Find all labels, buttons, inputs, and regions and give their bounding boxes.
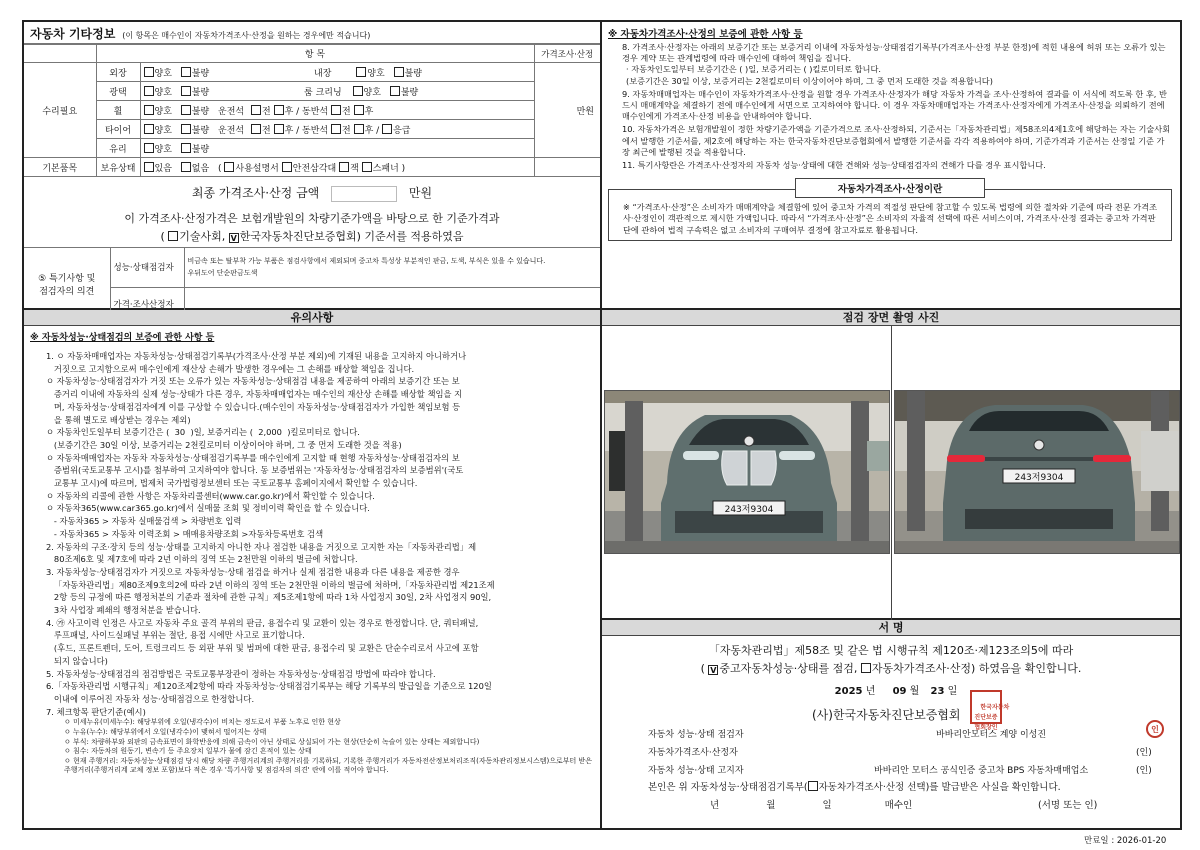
notice-line: 2항 등의 규정에 따른 행정처분의 기준과 절차에 관한 규칙」제5조제1항에 따라 1차 사업정지 30일, 2차 사업정지 90일, xyxy=(46,592,492,603)
guarantee-item8: 8. 가격조사·산정자는 아래의 보증기간 또는 보증거리 이내에 자동차성능·상태점검기록부(가격조사·산정 부분 한정)에 적힌 내용에 허위 또는 오류가 있는 경우 계약 또는 관계법령에 따라 매수인에 대하여 책임을 집니다. · 자동차인도일부터 보증기간은 ( )일, 보증거리는 ( )킬로미터로 합니다. (보증기간은 30일 이상, 보증거리는 2천킬로미터 이상이어야 하며, 그 중 먼저 도래한 것을 적용합니다) xyxy=(622,42,1166,86)
row-exterior-label: 외장 xyxy=(96,63,140,82)
notice-line: ㅇ 자동차의 리콜에 관한 사항은 자동차리콜센터(www.car.go.kr)에서 확인할 수 있습니다. xyxy=(46,490,375,501)
tire-pass-front-checkbox[interactable] xyxy=(331,124,341,134)
photo-divider xyxy=(891,326,892,620)
notice-line: 5. 자동차성능·상태점검의 점검방법은 국토교통부장관이 정하는 자동차성능·상태점검 방법에 따라야 합니다. xyxy=(46,668,436,679)
repair-price-unit: 만원 xyxy=(534,63,600,158)
other-info-section xyxy=(22,20,602,310)
notice-line: 7. 체크항목 판단기준(예시) xyxy=(46,706,146,717)
notice-line: ㅇ 자동차매매업자는 자동차 자동차성능·상태점검기록부를 매수인에게 고지할 때 현행 자동차성능·상태점검자의 보 xyxy=(46,452,460,463)
notice-line: 며, 자동차성능·상태점검자에게 이를 구상할 수 있습니다.(매수인이 자동차성능·상태점검자가 가입한 책임보험 등 xyxy=(46,401,461,412)
row-exterior: 양호 불량 내장 양호 불량 xyxy=(140,63,534,82)
jack-checkbox[interactable] xyxy=(339,162,349,172)
notice-section xyxy=(22,310,602,830)
final-price-label: 최종 가격조사·산정 금액 xyxy=(191,186,320,200)
other-info-note: (이 항목은 매수인이 자동차가격조사·산정을 원하는 경우에만 적습니다) xyxy=(122,31,371,40)
col-price-header: 가격조사·산정 xyxy=(534,45,600,63)
front-photo xyxy=(604,390,890,554)
notice-line: 을 통해 별도로 배상받는 경우는 제외) xyxy=(46,414,191,425)
law-line: 「자동차관리법」제58조 및 같은 법 시행규칙 제120조·제123조의5에 따라 xyxy=(708,644,1074,657)
definition-box-title: 자동차가격조사·산정이란 xyxy=(795,178,985,198)
signature-header: 서 명 xyxy=(602,620,1180,636)
definition-box-text: ※ “가격조사·산정”은 소비자가 매매계약을 체결함에 있어 중고차 가격의 적절성 판단에 참고할 수 있도록 법령에 의한 절차와 기준에 따라 전문 가격조사·산정인이 객관적으로 제시한 가액입니다. 따라서 “가격조사·산정”은 소비자의 자율적 선택에 따른 서비스이며, 가격조사·산정 결과는 중고차 가격판단에 관하여 법적 구속력은 없고 소비자의 구매여부 결정에 참고자료로 활용됩니다. xyxy=(608,189,1172,241)
repair-label: 수리필요 xyxy=(24,63,96,158)
notice-line: 2. 자동차의 구조·장치 등의 성능·상태를 고지하지 아니한 자나 점검한 내용을 거짓으로 고지한 자는「자동차관리법」제 xyxy=(46,541,477,552)
gloss-bad-checkbox[interactable] xyxy=(181,86,191,96)
row-gloss: 양호 불량 룸 크리닝 양호 불량 xyxy=(140,82,534,101)
final-price-row xyxy=(24,184,600,202)
perf-checker-sign-row: 자동차 성능·상태 점검자 바바리안모터스 계양 이성진 xyxy=(648,730,1047,740)
notice-line: 되지 않습니다) xyxy=(46,655,108,666)
glass-bad-checkbox[interactable] xyxy=(181,143,191,153)
glass-good-checkbox[interactable] xyxy=(144,143,154,153)
gloss-good-checkbox[interactable] xyxy=(144,86,154,96)
buyer-confirm-line: 본인은 위 자동차성능·상태점검기록부( 자동차가격조사·산정 선택)를 발급받은 사실을 확인합니다. xyxy=(648,782,1061,793)
front-plate: 243저9304 xyxy=(724,505,774,515)
criteria-item: ㅇ 침수: 자동차의 원동기, 변속기 등 주요장치 일부가 물에 잠긴 흔적이 있는 상태 xyxy=(64,747,312,756)
photos-header: 점검 장면 촬영 사진 xyxy=(602,310,1180,326)
guarantee-item11: 11. 특기사항란은 가격조사·산정자의 자동차 성능·상태에 대한 견해와 성능·상태점검자의 견해가 다를 경우 표시합니다. xyxy=(622,160,1046,171)
notice-line: 3차 사업장 폐쇄의 행정처분을 받습니다. xyxy=(46,605,201,616)
tire-pass-rear-checkbox[interactable] xyxy=(354,124,364,134)
final-price-unit: 만원 xyxy=(408,186,433,200)
row-tire-label: 타이어 xyxy=(96,120,140,139)
triangle-checkbox[interactable] xyxy=(282,162,292,172)
basis-options: ( 기술사회, V 한국자동차진단보증협회) 기준서를 적용하였음 xyxy=(24,228,600,244)
signature-section xyxy=(602,620,1182,830)
notifier-sign-row: 자동차 성능·상태 고지자 바바리안 모터스 공식인증 중고차 BPS 자동차매매업소 (인) xyxy=(648,766,1152,776)
notice-body xyxy=(30,350,594,718)
association-name: (사)한국자동차진단보증협회 xyxy=(812,708,961,722)
notice-line: (후드, 프론트펜더, 도어, 트렁크리드 등 외판 부위 및 범퍼에 대한 판금, 용접수리 및 교환은 단순수리로서 사고에 포함 xyxy=(46,643,479,654)
notice-line: ㅇ 자동차인도일부터 보증기간은 ( 30 )일, 보증거리는 ( 2,000 )킬로미터로 합니다. xyxy=(46,427,360,438)
notice-line: 거짓으로 고지함으로써 매수인에게 재산상 손해가 발생한 경우에는 그 손해를 배상할 책임을 집니다. xyxy=(46,363,415,374)
tire-driver-front-checkbox[interactable] xyxy=(251,124,261,134)
confirm-line: ( V중고자동차성능·상태를 점검, 자동차가격조사·산정) 하였음을 확인합니다. xyxy=(602,660,1180,676)
basic-label: 기본품목 xyxy=(24,158,96,177)
notice-subtitle: ※ 자동차성능·상태점검의 보증에 관한 사항 등 xyxy=(30,333,215,343)
wheel-pass-rear-checkbox[interactable] xyxy=(354,105,364,115)
photos-section xyxy=(602,310,1182,620)
other-info-table xyxy=(24,44,600,177)
rear-photo xyxy=(894,390,1180,554)
other-info-header xyxy=(24,22,600,44)
wheel-driver-rear-checkbox[interactable] xyxy=(274,105,284,115)
room-good-checkbox[interactable] xyxy=(353,86,363,96)
spanner-checkbox[interactable] xyxy=(362,162,372,172)
guarantee-title: ※ 자동차가격조사·산정의 보증에 관한 사항 등 xyxy=(608,29,803,40)
notice-line: 교통부 고시)에 따르며, 법제처 국가법령정보센터 또는 국토교통부 홈페이지에서 확인할 수 있습니다. xyxy=(46,478,418,489)
basis-kadg-checkbox[interactable] xyxy=(229,233,239,243)
wheel-good-checkbox[interactable] xyxy=(144,105,154,115)
notice-line: - 자동차365 > 자동차 이력조회 > 매매용차량조회 >자동차등록번호 검색 xyxy=(46,528,324,539)
notice-header: 유의사항 xyxy=(24,310,600,326)
notice-line: 증범위(국토교통부 고시)를 첨부하여 고지하여야 합니다. 동 보증범위는 '자동차성능·상태점검자의 보증범위'(국토 xyxy=(46,465,464,476)
price-checker-sign-row: 자동차가격조사·산정자 (인) xyxy=(648,748,1152,758)
confirm-perf-checkbox[interactable] xyxy=(708,665,718,675)
notice-line: ㅇ 자동차성능·상태점검자가 거짓 또는 오류가 있는 자동차성능·상태점검 내용을 제공하여 아래의 보증기간 또는 보 xyxy=(46,376,460,387)
price-checker-label: 가격·조사산정자 xyxy=(110,287,184,321)
exterior-bad-checkbox[interactable] xyxy=(181,67,191,77)
final-price-input[interactable] xyxy=(331,186,397,202)
wheel-bad-checkbox[interactable] xyxy=(181,105,191,115)
tire-driver-rear-checkbox[interactable] xyxy=(274,124,284,134)
room-bad-checkbox[interactable] xyxy=(390,86,400,96)
perf-checker-comment: 비금속 또는 탈부착 가능 부품은 점검사항에서 제외되며 중고차 특성상 부분적인 판금, 도색, 부식은 있을 수 있습니다. 우뒤도어 단순판금도색 xyxy=(184,247,600,287)
wheel-pass-front-checkbox[interactable] xyxy=(331,105,341,115)
row-possession: 있음 없음 ( 사용설명서 안전삼각대 잭 스패너 ) xyxy=(140,158,534,177)
col-item-header: 항 목 xyxy=(96,45,534,63)
row-glass: 양호 불량 xyxy=(140,139,534,158)
wheel-driver-front-checkbox[interactable] xyxy=(251,105,261,115)
manual-checkbox[interactable] xyxy=(224,162,234,172)
basis-tech-checkbox[interactable] xyxy=(168,231,178,241)
tire-bad-checkbox[interactable] xyxy=(181,124,191,134)
guarantee-item9: 9. 자동차매매업자는 매수인이 자동차가격조사·산정을 원할 경우 가격조사·산정자가 해당 자동차 가격을 조사·산정하여 결과를 이 서식에 적도록 한 후, 반드시 매매계약을 체결하기 전에 매수인에게 서면으로 고지하여야 합니다. 이 경우 자동차매매업자는 가격조사·산정자에게 가격조사·산정을 의뢰하기 전에 매수인에게 가격조사·산정 비용을 안내하여야 합니다. xyxy=(622,88,1167,122)
notice-line: 루프패널, 사이드실패널 부위는 절단, 용접 시에만 사고로 표기합니다. xyxy=(46,630,305,641)
rear-plate: 243저9304 xyxy=(1014,473,1064,483)
row-tire: 양호 불량 운전석 전 후 / 동반석 전 후 / 응급 xyxy=(140,120,534,139)
notice-line: 이내에 이루어진 자동차 성능·상태점검으로 한정합니다. xyxy=(46,693,255,704)
notice-line: ㅇ 자동차365(www.car365.go.kr)에서 실매물 조회 및 정비이력 확인을 할 수 있습니다. xyxy=(46,503,370,514)
special-label: ⑤ 특기사항 및 점검자의 의견 xyxy=(24,247,110,321)
notice-line: - 자동차365 > 자동차 실매물검색 > 차량번호 입력 xyxy=(46,516,242,527)
guarantee-section xyxy=(602,20,1182,310)
notice-line: 3. 자동차성능·상태점검자가 거짓으로 자동차성능·상태 점검을 하거나 실제 점검한 내용과 다른 내용을 제공한 경우 xyxy=(46,566,460,577)
perf-checker-label: 성능·상태점검자 xyxy=(110,247,184,287)
notice-line: 「자동차관리법」제80조제9호의2에 따라 2년 이하의 징역 또는 2천만원 이하의 벌금에 처하며,「자동차관리법 제21조제 xyxy=(46,579,495,590)
notice-line: (보증기간은 30일 이상, 보증거리는 2천킬로미터 이상이어야 하며, 그 중 먼저 도래한 것을 적용) xyxy=(46,439,402,450)
notice-line: 80조제6호 및 제7호에 따라 2년 이하의 징역 또는 2천만원 이하의 벌금에 처합니다. xyxy=(46,554,358,565)
notice-line: 4. ㉮ 사고이력 인정은 사고로 자동차 주요 골격 부위의 판금, 용접수리 및 교환이 있는 경우로 한정합니다. 단, 쿼터패널, xyxy=(46,617,479,628)
confirm-price-checkbox[interactable] xyxy=(861,663,871,673)
association-stamp: 한국자동차 진단보증 협회장인 xyxy=(970,690,1002,724)
basis-line: 이 가격조사·산정가격은 보험개발원의 차량기준가액을 바탕으로 한 기준가격과 xyxy=(124,211,500,225)
exterior-good-checkbox[interactable] xyxy=(144,67,154,77)
room-clean-label: 룸 크리닝 xyxy=(304,87,342,98)
tire-good-checkbox[interactable] xyxy=(144,124,154,134)
buyer-price-checkbox[interactable] xyxy=(808,781,818,791)
sign-date: 2025 년 09 월 23 일 xyxy=(834,686,958,697)
notice-line: 6.「자동차관리법 시행규칙」제120조제2항에 따라 자동차성능·상태점검기록부는 해당 기록부의 발급일을 기준으로 120일 xyxy=(46,681,492,692)
perf-checker-seal: 인 xyxy=(1146,720,1164,738)
row-wheel: 양호 불량 운전석 전 후 / 동반석 전 후 xyxy=(140,101,534,120)
notice-line: 증거리 이내에 자동차의 실제 성능·상태가 다른 경우, 자동차매매업자는 매수인의 재산상 손해를 배상할 책임을 지 xyxy=(46,389,463,400)
interior-label: 내장 xyxy=(314,68,332,79)
notice-line: 1. ㅇ 자동차매매업자는 자동차성능·상태점검기록부(가격조사·산정 부분 제외)에 기재된 내용을 고지하지 아니하거나 xyxy=(46,351,467,361)
criteria-item: ㅇ 누유(누수): 해당부위에서 오일(냉각수)이 맺혀서 떨어지는 상태 xyxy=(64,727,267,736)
interior-good-checkbox[interactable] xyxy=(356,67,366,77)
criteria-item: ㅇ 미세누유(미세누수): 해당부위에 오일(냉각수)이 비치는 정도로서 부품 노후로 인한 현상 xyxy=(64,718,341,727)
buyer-sign-row: 년 월 일 매수인 (서명 또는 인) xyxy=(710,800,1098,811)
row-wheel-label: 휠 xyxy=(96,101,140,120)
row-gloss-label: 광택 xyxy=(96,82,140,101)
expiry-date: 만료일 : 2026-01-20 xyxy=(1084,836,1167,846)
none-checkbox[interactable] xyxy=(181,162,191,172)
row-glass-label: 유리 xyxy=(96,139,140,158)
interior-bad-checkbox[interactable] xyxy=(394,67,404,77)
tire-spare-checkbox[interactable] xyxy=(382,124,392,134)
guarantee-item10: 10. 자동차가격은 보험개발원이 정한 차량기준가액을 기준가격으로 조사·산정하되, 기준서는「자동차관리법」제58조의4제1호에 해당하는 자는 기술사회에서 발행한 기준서를, 제2호에 해당하는 자는 한국자동차진단보증협회에서 발행한 기준서를 각각 적용하여야 하며, 기준가격과 기준서는 산정일 기준 가장 최근에 발행된 것을 적용합니다. xyxy=(622,124,1171,157)
possession-label: 보유상태 xyxy=(96,158,140,177)
criteria-list xyxy=(30,718,594,776)
other-info-title: 자동차 기타정보 xyxy=(30,27,116,41)
criteria-item: ㅇ 부식: 차량하부와 외판의 금속표면이 화학반응에 의해 금속이 아닌 상태로 상실되어 가는 현상(단순히 녹슬어 있는 상태는 제외합니다) xyxy=(64,737,480,746)
have-checkbox[interactable] xyxy=(144,162,154,172)
criteria-item: ㅇ 현재 주행거리: 자동차성능·상태점검 당시 해당 차량 주행거리계의 주행거리를 기록하되, 기록한 주행거리가 자동차전산정보처리조직(자동차관리정보시스템)으로부터 받은 주행거리(주행거리계 교체 정보 포함)보다 적은 경우 '특기사항 및 점검자의 의견' 란에 이를 적어야 합니다. xyxy=(64,756,593,775)
